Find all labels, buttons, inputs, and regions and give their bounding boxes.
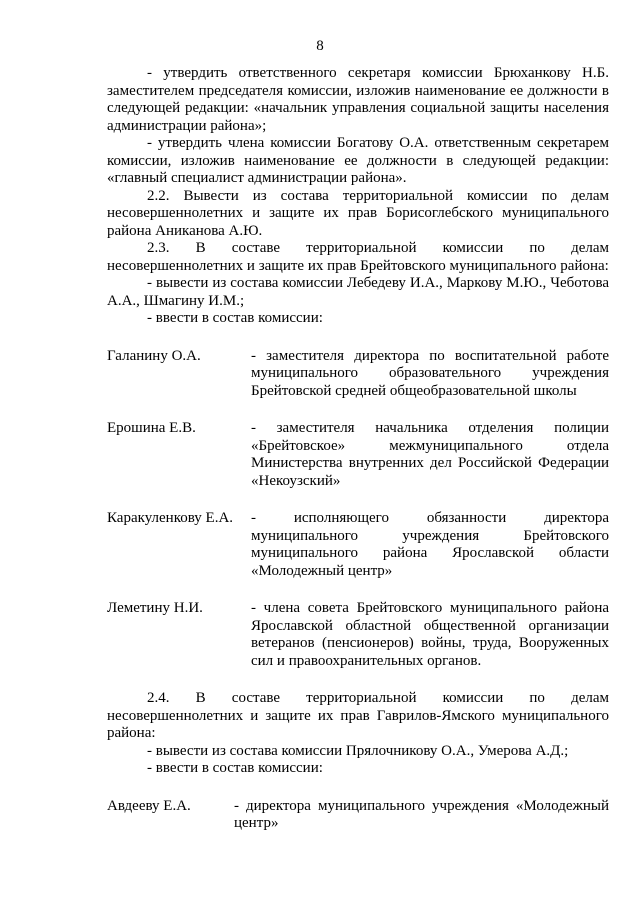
paragraph-remove-members-gavrilov-yam: - вывести из состава комиссии Прялочникову О.А., Умерова А.Д.; bbox=[147, 742, 569, 759]
member-entry bbox=[107, 600, 609, 670]
member-position: - заместителя начальника отделения полиции «Брейтовское» межмуниципального отдела Министерства внутренних дел Российской Федерации «Некоузский» bbox=[251, 420, 609, 489]
paragraph-add-members-breitovo: - ввести в состав комиссии: bbox=[147, 310, 323, 326]
member-position: - заместителя директора по воспитательной работе муниципального образовательного учреждения Брейтовской средней общеобразовательной школы bbox=[251, 347, 609, 399]
paragraph-appoint-deputy-chair: - утвердить ответственного секретаря комиссии Брюханкову Н.Б. заместителем председателя комиссии, изложив наименование ее должности в следующей редакции: «начальник управления социальной защиты населения администрации района»; bbox=[107, 65, 609, 134]
paragraph-remove-members-breitovo: - вывести из состава комиссии Лебедеву И.А., Маркову М.Ю., Чеботова А.А., Шмагину И.М.; bbox=[107, 275, 609, 309]
paragraph-section-2-3: 2.3. В составе территориальной комиссии по делам несовершеннолетних и защите их прав Брейтовского муниципального района: bbox=[107, 240, 609, 274]
paragraph-add-members-gavrilov-yam: - ввести в состав комиссии: bbox=[147, 760, 323, 776]
member-name: Галанину О.А. bbox=[107, 347, 201, 364]
member-position: - исполняющего обязанности директора муниципального учреждения Брейтовского муниципального района Ярославской области «Молодежный центр» bbox=[251, 510, 609, 579]
member-name: Ерошина Е.В. bbox=[107, 420, 196, 436]
member-entry bbox=[107, 510, 609, 580]
member-name: Леметину Н.И. bbox=[107, 600, 203, 616]
member-entry bbox=[107, 420, 609, 490]
member-position: - члена совета Брейтовского муниципального района Ярославской областной общественной организации ветеранов (пенсионеров) войны, труда, Вооруженных сил и правоохранительных органов. bbox=[251, 600, 609, 669]
member-entry bbox=[107, 798, 609, 833]
paragraph-section-2-4: 2.4. В составе территориальной комиссии по делам несовершеннолетних и защите их прав Гаврилов-Ямского муниципального района: bbox=[107, 690, 609, 741]
member-name: Авдееву Е.А. bbox=[107, 797, 191, 814]
member-entry bbox=[107, 348, 609, 401]
member-name: Каракуленкову Е.А. bbox=[107, 510, 234, 526]
paragraph-appoint-secretary: - утвердить члена комиссии Богатову О.А. ответственным секретарем комиссии, изложив наименование ее должности в следующей редакции: «главный специалист администрации района». bbox=[107, 135, 609, 186]
document-body bbox=[107, 65, 609, 833]
member-position: - директора муниципального учреждения «Молодежный центр» bbox=[234, 797, 609, 831]
page-number: 8 bbox=[316, 38, 324, 54]
paragraph-section-2-2: 2.2. Вывести из состава территориальной комиссии по делам несовершеннолетних и защите их прав Борисоглебского муниципального района Аниканова А.Ю. bbox=[107, 187, 609, 239]
